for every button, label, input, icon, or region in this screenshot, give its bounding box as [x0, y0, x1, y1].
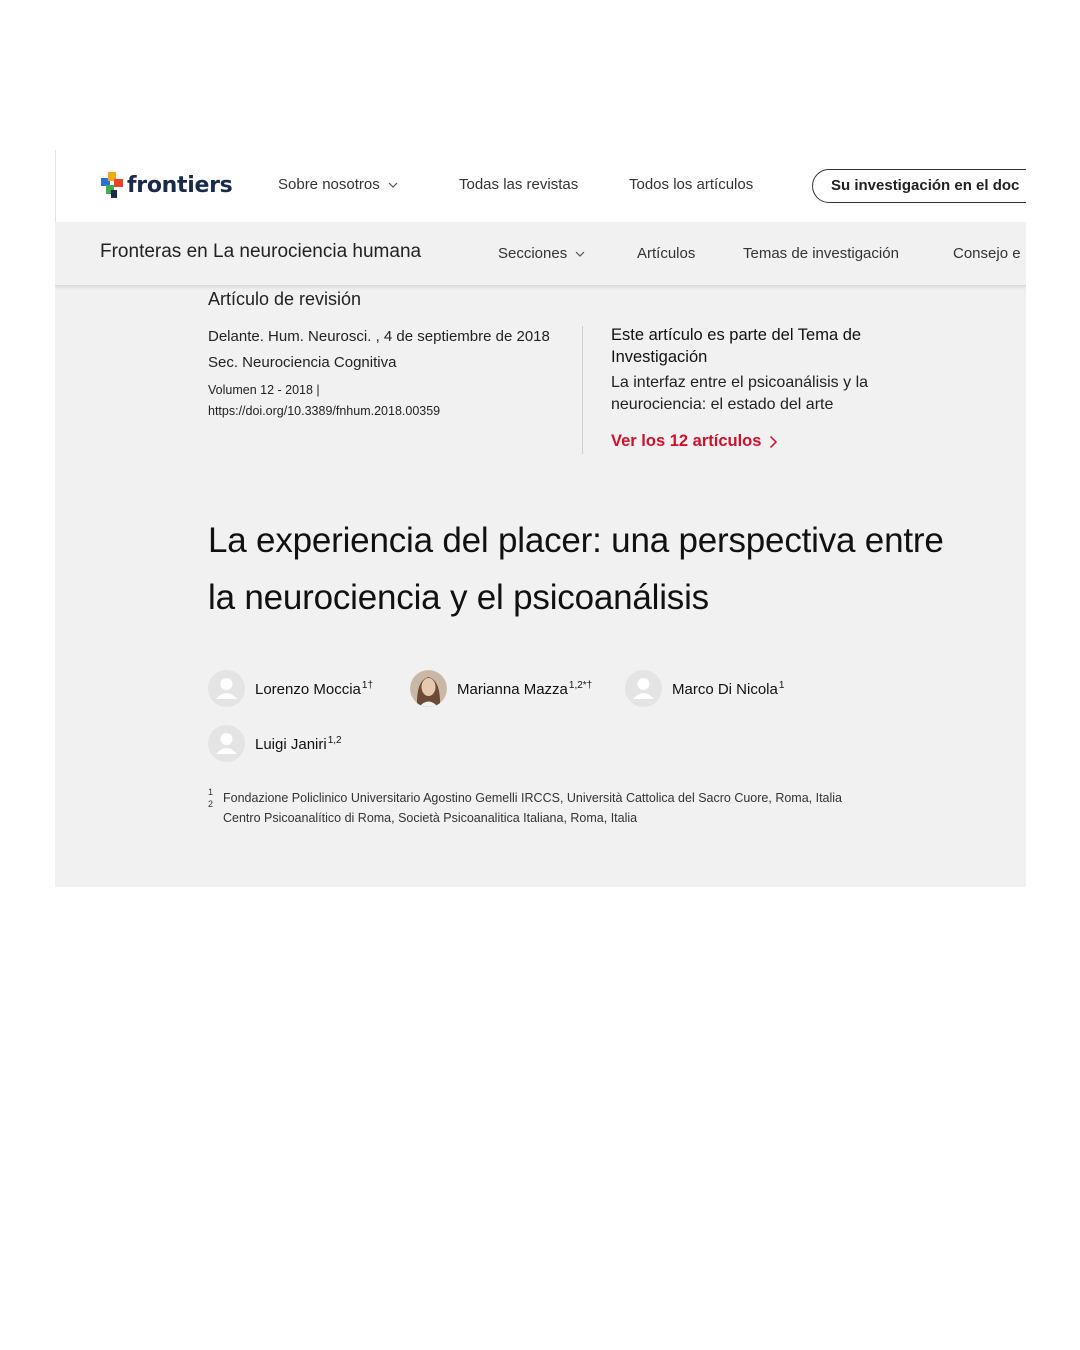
journal-nav	[55, 222, 1026, 286]
research-topic-heading: Este artículo es parte del Tema de Investigación	[611, 326, 862, 366]
nav-about-label: Sobre nosotros	[278, 176, 380, 193]
nav-sections-label: Secciones	[498, 245, 568, 262]
chevron-down-icon	[388, 180, 398, 190]
author-name: Lorenzo Moccia$^{1\dagger}$	[255, 679, 374, 698]
frontiers-logo-icon	[101, 172, 123, 198]
nav-articles[interactable]	[637, 245, 695, 262]
avatar-placeholder-icon	[208, 670, 245, 707]
nav-all-articles-label: Todos los artículos	[629, 176, 754, 193]
affiliation	[208, 788, 968, 808]
nav-sections[interactable]	[498, 245, 585, 262]
nav-all-journals-label: Todas las revistas	[459, 176, 579, 193]
nav-research-topics[interactable]	[743, 245, 899, 262]
author[interactable]	[410, 670, 592, 707]
affiliation-number: 2	[208, 799, 214, 809]
meta-divider	[582, 326, 583, 454]
chevron-right-icon	[769, 435, 778, 449]
submit-research-label: Su investigación en el doc	[831, 177, 1020, 194]
author-name: Marianna Mazza$^{1,2*\dagger}$	[457, 679, 593, 698]
nav-editorial-board[interactable]	[953, 245, 1021, 262]
avatar-photo	[410, 670, 447, 707]
frontiers-logo[interactable]	[101, 170, 232, 200]
affiliations	[208, 788, 968, 828]
article-title: La experiencia del placer: una perspectiva entre la neurociencia y el psicoanálisis	[208, 521, 944, 617]
research-topic-title[interactable]: La interfaz entre el psicoanálisis y la neurociencia: el estado del arte	[611, 374, 869, 413]
avatar-placeholder-icon	[208, 725, 245, 762]
affiliation-text: Fondazione Policlinico Universitario Agostino Gemelli IRCCS, Università Cattolica del Sacro Cuore, Roma, Italia	[223, 791, 843, 805]
research-topic-box	[611, 324, 941, 451]
volume: Volumen 12 - 2018 |	[208, 383, 320, 397]
article-meta	[208, 326, 558, 421]
affiliation-text: Centro Psicoanalítico di Roma, Società Psicoanalitica Italiana, Roma, Italia	[223, 811, 638, 825]
nav-editorial-board-label: Consejo e	[953, 245, 1021, 262]
article-type: Artículo de revisión	[208, 289, 362, 309]
submit-research-button[interactable]	[812, 169, 1026, 203]
citation: Delante. Hum. Neurosci. , 4 de septiembre de 2018	[208, 328, 550, 345]
nav-research-topics-label: Temas de investigación	[743, 245, 899, 262]
affiliation-number: 1	[208, 787, 214, 797]
author[interactable]	[625, 670, 784, 707]
see-all-articles-label: Ver los 12 artículos	[611, 432, 762, 450]
article-section[interactable]: Sec. Neurociencia Cognitiva	[208, 354, 397, 371]
author[interactable]	[208, 725, 342, 762]
nav-about[interactable]	[278, 176, 398, 193]
see-all-articles-link[interactable]	[611, 432, 941, 451]
affiliation	[208, 799, 968, 828]
doi-link[interactable]: https://doi.org/10.3389/fnhum.2018.00359	[208, 404, 441, 418]
nav-all-journals[interactable]	[459, 176, 578, 193]
journal-title[interactable]: Fronteras en La neurociencia humana	[100, 241, 422, 262]
nav-articles-label: Artículos	[637, 245, 696, 262]
avatar-placeholder-icon	[625, 670, 662, 707]
author-name: Marco Di Nicola$^1$	[672, 679, 785, 698]
author-name: Luigi Janiri$^{1,2}$	[255, 734, 342, 753]
logo-text: frontiers	[127, 172, 233, 198]
nav-all-articles[interactable]	[629, 176, 753, 193]
author[interactable]	[208, 670, 373, 707]
chevron-down-icon	[575, 249, 585, 259]
top-nav	[55, 150, 1026, 222]
page-screenshot	[55, 150, 1026, 887]
